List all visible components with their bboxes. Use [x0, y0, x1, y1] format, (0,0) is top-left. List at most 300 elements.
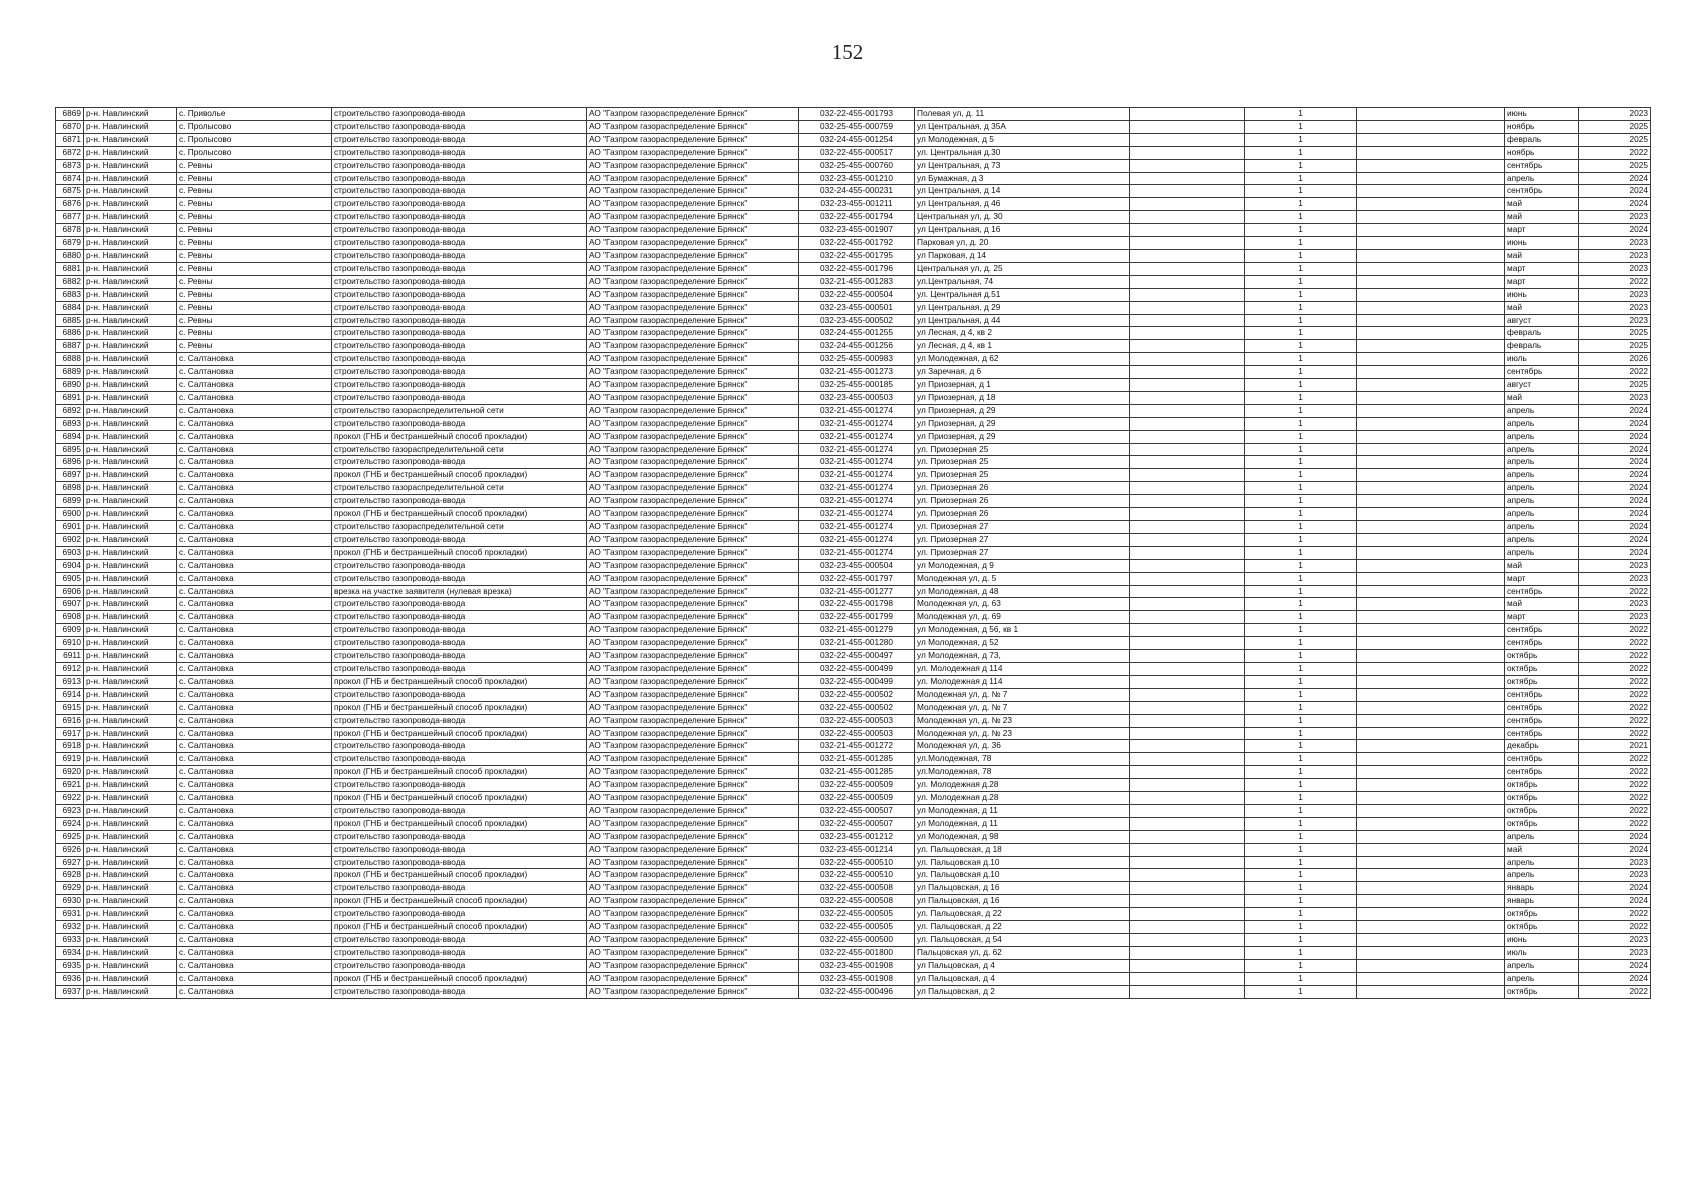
quantity-cell: 1 — [1245, 959, 1357, 972]
district-cell: р-н. Навлинский — [84, 521, 177, 534]
year-cell: 2022 — [1579, 624, 1651, 637]
cadastral-number-cell: 032-22-455-000507 — [799, 804, 915, 817]
settlement-cell: с. Салтановка — [177, 792, 332, 805]
table-row — [56, 521, 1651, 534]
address-cell: ул Заречная, д 6 — [915, 366, 1130, 379]
cadastral-number-cell: 032-25-455-000983 — [799, 353, 915, 366]
organization-cell: АО "Газпром газораспределение Брянск" — [587, 327, 799, 340]
empty-cell — [1357, 882, 1505, 895]
quantity-cell: 1 — [1245, 740, 1357, 753]
table-row — [56, 753, 1651, 766]
settlement-cell: с. Салтановка — [177, 740, 332, 753]
month-cell: сентябрь — [1505, 701, 1579, 714]
address-cell: ул. Пальцовская, д 18 — [915, 843, 1130, 856]
empty-cell — [1357, 430, 1505, 443]
quantity-cell: 1 — [1245, 237, 1357, 250]
organization-cell: АО "Газпром газораспределение Брянск" — [587, 921, 799, 934]
year-cell: 2022 — [1579, 275, 1651, 288]
work-type-cell: прокол (ГНБ и бестраншейный способ прокладки) — [332, 895, 587, 908]
cadastral-number-cell: 032-22-455-000509 — [799, 792, 915, 805]
work-type-cell: строительство газопровода-ввода — [332, 714, 587, 727]
cadastral-number-cell: 032-24-455-001254 — [799, 133, 915, 146]
address-cell: ул.Молодежная, 78 — [915, 753, 1130, 766]
month-cell: май — [1505, 843, 1579, 856]
organization-cell: АО "Газпром газораспределение Брянск" — [587, 469, 799, 482]
organization-cell: АО "Газпром газораспределение Брянск" — [587, 417, 799, 430]
month-cell: октябрь — [1505, 985, 1579, 998]
organization-cell: АО "Газпром газораспределение Брянск" — [587, 688, 799, 701]
row-number-cell: 6874 — [56, 172, 84, 185]
year-cell: 2024 — [1579, 508, 1651, 521]
address-cell: ул Центральная, д 29 — [915, 301, 1130, 314]
month-cell: декабрь — [1505, 740, 1579, 753]
empty-cell — [1130, 456, 1245, 469]
settlement-cell: с. Салтановка — [177, 985, 332, 998]
district-cell: р-н. Навлинский — [84, 701, 177, 714]
district-cell: р-н. Навлинский — [84, 921, 177, 934]
settlement-cell: с. Салтановка — [177, 546, 332, 559]
empty-cell — [1357, 159, 1505, 172]
organization-cell: АО "Газпром газораспределение Брянск" — [587, 572, 799, 585]
table-row — [56, 559, 1651, 572]
address-cell: ул. Пальцовская д.10 — [915, 869, 1130, 882]
empty-cell — [1357, 185, 1505, 198]
month-cell: сентябрь — [1505, 766, 1579, 779]
cadastral-number-cell: 032-22-455-000510 — [799, 869, 915, 882]
table-row — [56, 598, 1651, 611]
work-type-cell: строительство газопровода-ввода — [332, 379, 587, 392]
empty-cell — [1357, 727, 1505, 740]
organization-cell: АО "Газпром газораспределение Брянск" — [587, 701, 799, 714]
district-cell: р-н. Навлинский — [84, 237, 177, 250]
year-cell: 2023 — [1579, 946, 1651, 959]
row-number-cell: 6908 — [56, 611, 84, 624]
cadastral-number-cell: 032-21-455-001277 — [799, 585, 915, 598]
address-cell: Молодежная ул, д. № 7 — [915, 688, 1130, 701]
empty-cell — [1357, 869, 1505, 882]
cadastral-number-cell: 032-23-455-001211 — [799, 198, 915, 211]
empty-cell — [1357, 792, 1505, 805]
empty-cell — [1130, 585, 1245, 598]
empty-cell — [1357, 327, 1505, 340]
settlement-cell: с. Салтановка — [177, 482, 332, 495]
organization-cell: АО "Газпром газораспределение Брянск" — [587, 301, 799, 314]
table-row — [56, 830, 1651, 843]
year-cell: 2022 — [1579, 766, 1651, 779]
empty-cell — [1130, 211, 1245, 224]
year-cell: 2024 — [1579, 185, 1651, 198]
settlement-cell: с. Салтановка — [177, 443, 332, 456]
district-cell: р-н. Навлинский — [84, 301, 177, 314]
work-type-cell: строительство газопровода-ввода — [332, 237, 587, 250]
address-cell: Молодежная ул, д. 63 — [915, 598, 1130, 611]
month-cell: сентябрь — [1505, 753, 1579, 766]
empty-cell — [1130, 766, 1245, 779]
address-cell: ул. Центральная д.51 — [915, 288, 1130, 301]
row-number-cell: 6924 — [56, 817, 84, 830]
address-cell: ул.Центральная, 74 — [915, 275, 1130, 288]
month-cell: май — [1505, 211, 1579, 224]
cadastral-number-cell: 032-22-455-000502 — [799, 688, 915, 701]
organization-cell: АО "Газпром газораспределение Брянск" — [587, 314, 799, 327]
row-number-cell: 6891 — [56, 391, 84, 404]
quantity-cell: 1 — [1245, 624, 1357, 637]
empty-cell — [1130, 417, 1245, 430]
table-row — [56, 482, 1651, 495]
quantity-cell: 1 — [1245, 611, 1357, 624]
settlement-cell: с. Салтановка — [177, 688, 332, 701]
district-cell: р-н. Навлинский — [84, 637, 177, 650]
row-number-cell: 6937 — [56, 985, 84, 998]
month-cell: март — [1505, 262, 1579, 275]
table-row — [56, 508, 1651, 521]
quantity-cell: 1 — [1245, 804, 1357, 817]
district-cell: р-н. Навлинский — [84, 249, 177, 262]
work-type-cell: строительство газораспределительной сети — [332, 482, 587, 495]
year-cell: 2024 — [1579, 972, 1651, 985]
settlement-cell: с. Ревны — [177, 301, 332, 314]
settlement-cell: с. Салтановка — [177, 585, 332, 598]
cadastral-number-cell: 032-22-455-000508 — [799, 882, 915, 895]
table-row — [56, 133, 1651, 146]
address-cell: ул Молодежная, д 52 — [915, 637, 1130, 650]
address-cell: Молодежная ул, д. 36 — [915, 740, 1130, 753]
month-cell: июнь — [1505, 108, 1579, 121]
table-row — [56, 869, 1651, 882]
district-cell: р-н. Навлинский — [84, 404, 177, 417]
year-cell: 2022 — [1579, 366, 1651, 379]
settlement-cell: с. Салтановка — [177, 779, 332, 792]
year-cell: 2022 — [1579, 585, 1651, 598]
cadastral-number-cell: 032-25-455-000760 — [799, 159, 915, 172]
cadastral-number-cell: 032-21-455-001285 — [799, 753, 915, 766]
empty-cell — [1357, 508, 1505, 521]
work-type-cell: строительство газопровода-ввода — [332, 159, 587, 172]
month-cell: сентябрь — [1505, 714, 1579, 727]
work-type-cell: прокол (ГНБ и бестраншейный способ прокладки) — [332, 921, 587, 934]
empty-cell — [1357, 830, 1505, 843]
month-cell: июнь — [1505, 237, 1579, 250]
year-cell: 2022 — [1579, 662, 1651, 675]
address-cell: ул. Приозерная 25 — [915, 443, 1130, 456]
organization-cell: АО "Газпром газораспределение Брянск" — [587, 353, 799, 366]
empty-cell — [1130, 843, 1245, 856]
table-row — [56, 366, 1651, 379]
empty-cell — [1130, 959, 1245, 972]
quantity-cell: 1 — [1245, 185, 1357, 198]
year-cell: 2024 — [1579, 172, 1651, 185]
settlement-cell: с. Салтановка — [177, 391, 332, 404]
address-cell: ул Центральная, д 14 — [915, 185, 1130, 198]
settlement-cell: с. Ревны — [177, 159, 332, 172]
address-cell: Молодежная ул, д. № 23 — [915, 727, 1130, 740]
year-cell: 2022 — [1579, 753, 1651, 766]
year-cell: 2022 — [1579, 727, 1651, 740]
empty-cell — [1130, 404, 1245, 417]
empty-cell — [1130, 753, 1245, 766]
table-row — [56, 701, 1651, 714]
organization-cell: АО "Газпром газораспределение Брянск" — [587, 675, 799, 688]
work-type-cell: прокол (ГНБ и бестраншейный способ прокладки) — [332, 869, 587, 882]
district-cell: р-н. Навлинский — [84, 340, 177, 353]
row-number-cell: 6907 — [56, 598, 84, 611]
address-cell: ул. Пальцовская, д 22 — [915, 921, 1130, 934]
cadastral-number-cell: 032-24-455-001256 — [799, 340, 915, 353]
district-cell: р-н. Навлинский — [84, 804, 177, 817]
row-number-cell: 6911 — [56, 650, 84, 663]
address-cell: ул. Приозерная 27 — [915, 546, 1130, 559]
address-cell: Центральная ул, д. 30 — [915, 211, 1130, 224]
month-cell: апрель — [1505, 856, 1579, 869]
empty-cell — [1357, 662, 1505, 675]
district-cell: р-н. Навлинский — [84, 792, 177, 805]
district-cell: р-н. Навлинский — [84, 946, 177, 959]
cadastral-number-cell: 032-21-455-001274 — [799, 469, 915, 482]
district-cell: р-н. Навлинский — [84, 856, 177, 869]
year-cell: 2026 — [1579, 353, 1651, 366]
empty-cell — [1357, 714, 1505, 727]
empty-cell — [1130, 546, 1245, 559]
row-number-cell: 6931 — [56, 908, 84, 921]
district-cell: р-н. Навлинский — [84, 662, 177, 675]
cadastral-number-cell: 032-23-455-001907 — [799, 224, 915, 237]
settlement-cell: с. Салтановка — [177, 662, 332, 675]
quantity-cell: 1 — [1245, 766, 1357, 779]
empty-cell — [1130, 120, 1245, 133]
settlement-cell: с. Ревны — [177, 314, 332, 327]
settlement-cell: с. Салтановка — [177, 727, 332, 740]
work-type-cell: строительство газопровода-ввода — [332, 224, 587, 237]
district-cell: р-н. Навлинский — [84, 533, 177, 546]
year-cell: 2025 — [1579, 327, 1651, 340]
table-row — [56, 159, 1651, 172]
quantity-cell: 1 — [1245, 546, 1357, 559]
quantity-cell: 1 — [1245, 443, 1357, 456]
settlement-cell: с. Салтановка — [177, 598, 332, 611]
settlement-cell: с. Салтановка — [177, 508, 332, 521]
month-cell: апрель — [1505, 533, 1579, 546]
table-row — [56, 456, 1651, 469]
district-cell: р-н. Навлинский — [84, 379, 177, 392]
district-cell: р-н. Навлинский — [84, 120, 177, 133]
row-number-cell: 6889 — [56, 366, 84, 379]
empty-cell — [1130, 224, 1245, 237]
work-type-cell: строительство газопровода-ввода — [332, 301, 587, 314]
district-cell: р-н. Навлинский — [84, 650, 177, 663]
works-table — [55, 107, 1651, 999]
address-cell: ул. Приозерная 25 — [915, 469, 1130, 482]
work-type-cell: строительство газопровода-ввода — [332, 495, 587, 508]
organization-cell: АО "Газпром газораспределение Брянск" — [587, 779, 799, 792]
row-number-cell: 6875 — [56, 185, 84, 198]
address-cell: ул Пальцовская, д 16 — [915, 882, 1130, 895]
organization-cell: АО "Газпром газораспределение Брянск" — [587, 766, 799, 779]
empty-cell — [1357, 198, 1505, 211]
organization-cell: АО "Газпром газораспределение Брянск" — [587, 817, 799, 830]
district-cell: р-н. Навлинский — [84, 508, 177, 521]
cadastral-number-cell: 032-23-455-000503 — [799, 391, 915, 404]
year-cell: 2023 — [1579, 611, 1651, 624]
row-number-cell: 6885 — [56, 314, 84, 327]
table-row — [56, 301, 1651, 314]
work-type-cell: строительство газопровода-ввода — [332, 185, 587, 198]
table-row — [56, 185, 1651, 198]
settlement-cell: с. Ревны — [177, 262, 332, 275]
district-cell: р-н. Навлинский — [84, 688, 177, 701]
row-number-cell: 6897 — [56, 469, 84, 482]
year-cell: 2025 — [1579, 159, 1651, 172]
year-cell: 2022 — [1579, 792, 1651, 805]
settlement-cell: с. Салтановка — [177, 843, 332, 856]
settlement-cell: с. Салтановка — [177, 404, 332, 417]
empty-cell — [1357, 133, 1505, 146]
table-row — [56, 792, 1651, 805]
work-type-cell: строительство газопровода-ввода — [332, 688, 587, 701]
quantity-cell: 1 — [1245, 934, 1357, 947]
cadastral-number-cell: 032-21-455-001274 — [799, 443, 915, 456]
empty-cell — [1357, 172, 1505, 185]
cadastral-number-cell: 032-22-455-001800 — [799, 946, 915, 959]
district-cell: р-н. Навлинский — [84, 675, 177, 688]
year-cell: 2022 — [1579, 985, 1651, 998]
address-cell: ул. Пальцовская, д 54 — [915, 934, 1130, 947]
quantity-cell: 1 — [1245, 327, 1357, 340]
address-cell: ул Приозерная, д 29 — [915, 417, 1130, 430]
empty-cell — [1130, 598, 1245, 611]
settlement-cell: с. Салтановка — [177, 714, 332, 727]
empty-cell — [1130, 366, 1245, 379]
address-cell: ул Молодежная, д 73, — [915, 650, 1130, 663]
year-cell: 2024 — [1579, 456, 1651, 469]
quantity-cell: 1 — [1245, 249, 1357, 262]
row-number-cell: 6902 — [56, 533, 84, 546]
month-cell: апрель — [1505, 172, 1579, 185]
row-number-cell: 6872 — [56, 146, 84, 159]
organization-cell: АО "Газпром газораспределение Брянск" — [587, 146, 799, 159]
organization-cell: АО "Газпром газораспределение Брянск" — [587, 379, 799, 392]
district-cell: р-н. Навлинский — [84, 288, 177, 301]
month-cell: июль — [1505, 353, 1579, 366]
settlement-cell: с. Салтановка — [177, 701, 332, 714]
month-cell: ноябрь — [1505, 146, 1579, 159]
table-row — [56, 779, 1651, 792]
row-number-cell: 6936 — [56, 972, 84, 985]
work-type-cell: строительство газопровода-ввода — [332, 598, 587, 611]
organization-cell: АО "Газпром газораспределение Брянск" — [587, 288, 799, 301]
organization-cell: АО "Газпром газораспределение Брянск" — [587, 727, 799, 740]
work-type-cell: строительство газопровода-ввода — [332, 366, 587, 379]
settlement-cell: с. Салтановка — [177, 856, 332, 869]
year-cell: 2024 — [1579, 443, 1651, 456]
district-cell: р-н. Навлинский — [84, 972, 177, 985]
organization-cell: АО "Газпром газораспределение Брянск" — [587, 185, 799, 198]
year-cell: 2021 — [1579, 740, 1651, 753]
cadastral-number-cell: 032-23-455-001214 — [799, 843, 915, 856]
address-cell: ул. Приозерная 27 — [915, 521, 1130, 534]
address-cell: ул. Молодежная д 114 — [915, 675, 1130, 688]
organization-cell: АО "Газпром газораспределение Брянск" — [587, 430, 799, 443]
work-type-cell: строительство газопровода-ввода — [332, 740, 587, 753]
settlement-cell: с. Салтановка — [177, 972, 332, 985]
month-cell: май — [1505, 559, 1579, 572]
organization-cell: АО "Газпром газораспределение Брянск" — [587, 934, 799, 947]
address-cell: ул Парковая, д 14 — [915, 249, 1130, 262]
table-row — [56, 379, 1651, 392]
row-number-cell: 6923 — [56, 804, 84, 817]
month-cell: октябрь — [1505, 804, 1579, 817]
empty-cell — [1357, 985, 1505, 998]
year-cell: 2024 — [1579, 895, 1651, 908]
table-row — [56, 198, 1651, 211]
work-type-cell: строительство газопровода-ввода — [332, 650, 587, 663]
year-cell: 2023 — [1579, 856, 1651, 869]
address-cell: ул Молодежная, д 11 — [915, 804, 1130, 817]
settlement-cell: с. Салтановка — [177, 934, 332, 947]
cadastral-number-cell: 032-22-455-000508 — [799, 895, 915, 908]
empty-cell — [1357, 224, 1505, 237]
district-cell: р-н. Навлинский — [84, 198, 177, 211]
cadastral-number-cell: 032-22-455-001796 — [799, 262, 915, 275]
month-cell: май — [1505, 598, 1579, 611]
empty-cell — [1130, 637, 1245, 650]
address-cell: ул Центральная, д 73 — [915, 159, 1130, 172]
empty-cell — [1130, 559, 1245, 572]
organization-cell: АО "Газпром газораспределение Брянск" — [587, 224, 799, 237]
organization-cell: АО "Газпром газораспределение Брянск" — [587, 198, 799, 211]
work-type-cell: прокол (ГНБ и бестраншейный способ прокладки) — [332, 546, 587, 559]
cadastral-number-cell: 032-21-455-001274 — [799, 482, 915, 495]
row-number-cell: 6888 — [56, 353, 84, 366]
month-cell: май — [1505, 301, 1579, 314]
work-type-cell: строительство газораспределительной сети — [332, 404, 587, 417]
quantity-cell: 1 — [1245, 159, 1357, 172]
district-cell: р-н. Навлинский — [84, 146, 177, 159]
month-cell: апрель — [1505, 417, 1579, 430]
work-type-cell: строительство газопровода-ввода — [332, 882, 587, 895]
month-cell: июнь — [1505, 288, 1579, 301]
cadastral-number-cell: 032-22-455-001798 — [799, 598, 915, 611]
row-number-cell: 6921 — [56, 779, 84, 792]
quantity-cell: 1 — [1245, 521, 1357, 534]
quantity-cell: 1 — [1245, 856, 1357, 869]
cadastral-number-cell: 032-21-455-001274 — [799, 521, 915, 534]
settlement-cell: с. Салтановка — [177, 908, 332, 921]
cadastral-number-cell: 032-22-455-000505 — [799, 908, 915, 921]
empty-cell — [1357, 391, 1505, 404]
row-number-cell: 6909 — [56, 624, 84, 637]
empty-cell — [1130, 301, 1245, 314]
address-cell: ул. Приозерная 27 — [915, 533, 1130, 546]
table-row — [56, 662, 1651, 675]
empty-cell — [1357, 495, 1505, 508]
month-cell: сентябрь — [1505, 688, 1579, 701]
organization-cell: АО "Газпром газораспределение Брянск" — [587, 843, 799, 856]
empty-cell — [1357, 262, 1505, 275]
empty-cell — [1130, 740, 1245, 753]
district-cell: р-н. Навлинский — [84, 314, 177, 327]
organization-cell: АО "Газпром газораспределение Брянск" — [587, 159, 799, 172]
empty-cell — [1130, 340, 1245, 353]
quantity-cell: 1 — [1245, 714, 1357, 727]
quantity-cell: 1 — [1245, 456, 1357, 469]
address-cell: ул Лесная, д 4, кв 2 — [915, 327, 1130, 340]
organization-cell: АО "Газпром газораспределение Брянск" — [587, 533, 799, 546]
organization-cell: АО "Газпром газораспределение Брянск" — [587, 211, 799, 224]
address-cell: ул. Молодежная д 114 — [915, 662, 1130, 675]
settlement-cell: с. Пролысово — [177, 133, 332, 146]
empty-cell — [1357, 650, 1505, 663]
organization-cell: АО "Газпром газораспределение Брянск" — [587, 611, 799, 624]
